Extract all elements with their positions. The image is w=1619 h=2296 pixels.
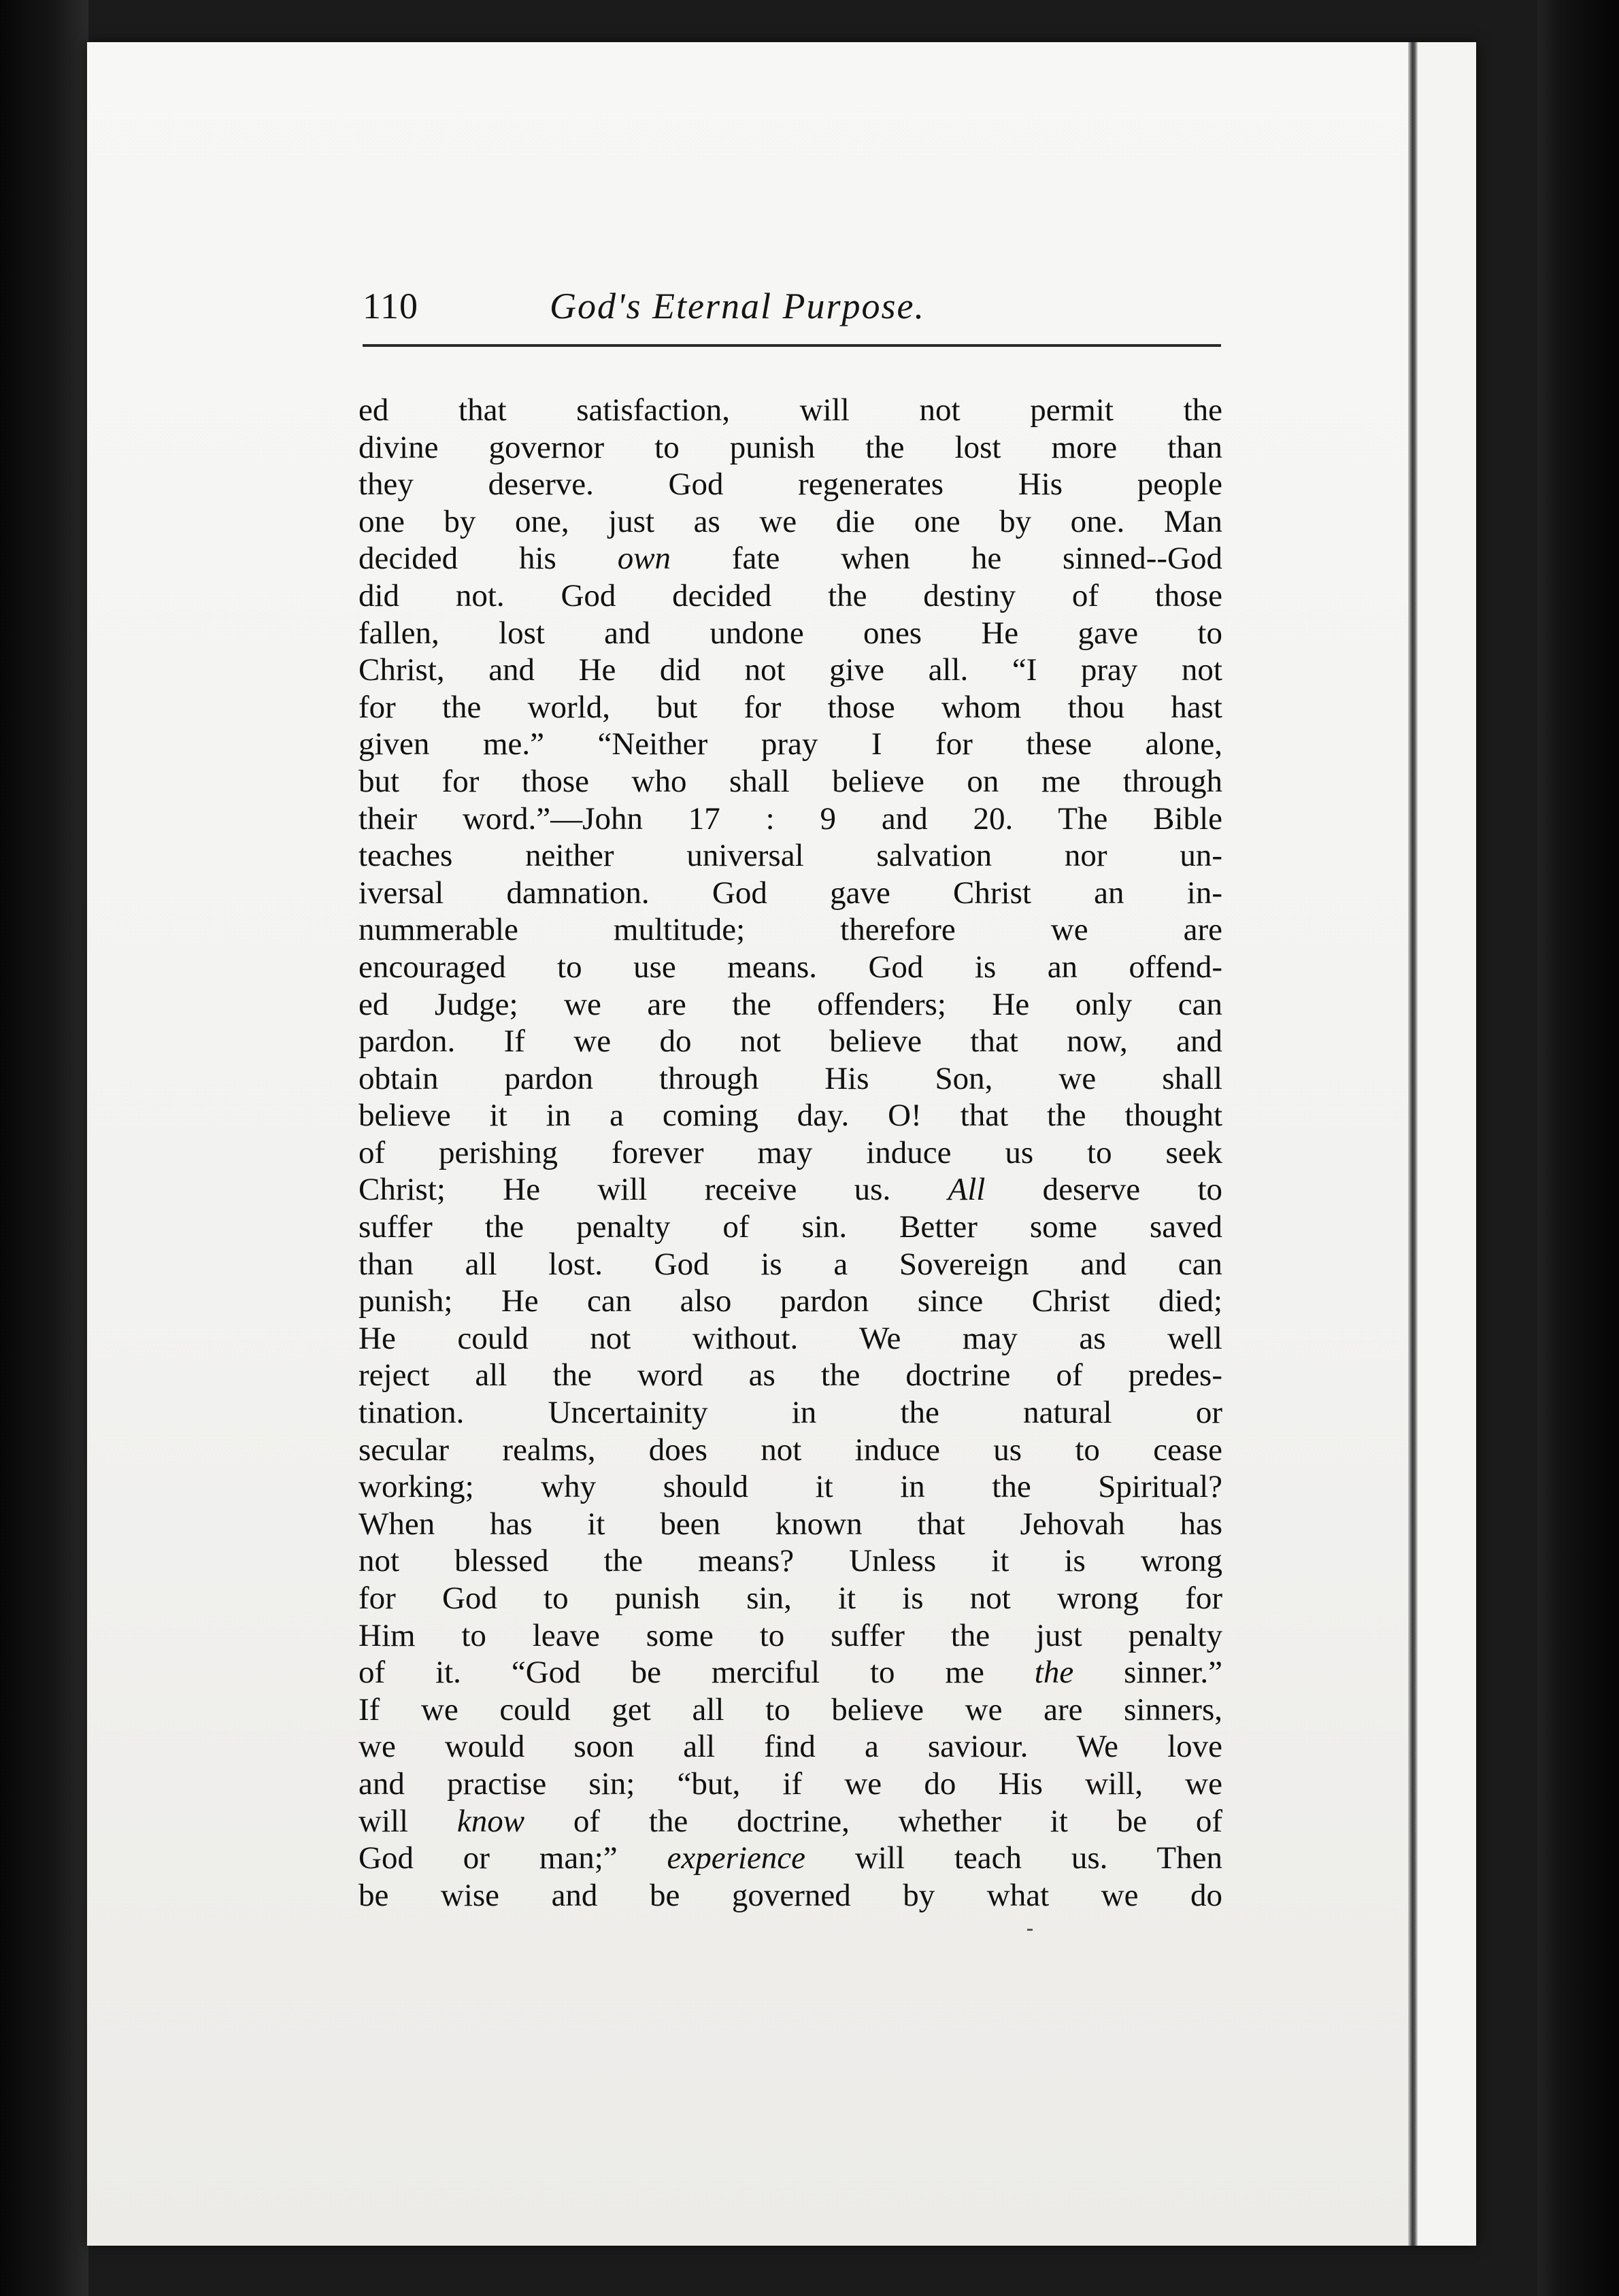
text-line: of it. “God be merciful to me the sinner.”: [358, 1655, 1222, 1691]
text-line: ed Judge; we are the offenders; He only can: [358, 986, 1222, 1022]
text-line: iversal damnation. God gave Christ an in-: [358, 875, 1222, 911]
adjacent-page-edge: [1418, 42, 1476, 2246]
text-line: decided his own fate when he sinned--God: [358, 541, 1222, 577]
text-line: God or man;” experience will teach us. Then: [358, 1840, 1222, 1876]
text-line: one by one, just as we die one by one. Man: [358, 503, 1222, 539]
running-title: God's Eternal Purpose.: [550, 286, 926, 326]
text-line: suffer the penalty of sin. Better some saved: [358, 1209, 1222, 1245]
text-line: punish; He can also pardon since Christ died;: [358, 1283, 1222, 1319]
text-line: fallen, lost and undone ones He gave to: [358, 615, 1222, 651]
text-line: nummerable multitude; therefore we are: [358, 912, 1222, 948]
text-line: tination. Uncertainity in the natural or: [358, 1395, 1222, 1431]
page-number: 110: [363, 286, 418, 326]
page-header: [363, 275, 1226, 350]
text-line: they deserve. God regenerates His people: [358, 467, 1222, 503]
text-line: their word.”—John 17 : 9 and 20. The Bible: [358, 800, 1222, 837]
text-line: obtain pardon through His Son, we shall: [358, 1060, 1222, 1096]
text-line: but for those who shall believe on me through: [358, 763, 1222, 799]
text-line: for God to punish sin, it is not wrong for: [358, 1581, 1222, 1616]
text-line: Him to leave some to suffer the just penalty: [358, 1617, 1222, 1653]
text-line: than all lost. God is a Sovereign and can: [358, 1246, 1222, 1282]
text-line: working; why should it in the Spiritual?: [358, 1469, 1222, 1505]
text-line: If we could get all to believe we are sinners,: [358, 1691, 1222, 1727]
text-line: did not. God decided the destiny of those: [358, 577, 1222, 613]
text-line: secular realms, does not induce us to cease: [358, 1432, 1222, 1468]
scan-border-right: [1537, 0, 1619, 2296]
text-line: pardon. If we do not believe that now, and: [358, 1024, 1222, 1060]
text-line: encouraged to use means. God is an offend-: [358, 949, 1222, 985]
text-line: given me.” “Neither pray I for these alone,: [358, 726, 1222, 762]
text-line: not blessed the means? Unless it is wrong: [358, 1543, 1222, 1579]
text-line: Christ, and He did not give all. “I pray not: [358, 652, 1222, 688]
page-gutter: [1408, 42, 1418, 2246]
scan-border-left: [0, 0, 88, 2296]
body-text: [358, 392, 1222, 1914]
text-line: ed that satisfaction, will not permit the: [358, 392, 1222, 428]
page-mark: [1027, 1929, 1033, 1931]
text-line: be wise and be governed by what we do: [358, 1877, 1222, 1913]
text-line: teaches neither universal salvation nor un-: [358, 838, 1222, 874]
text-line: reject all the word as the doctrine of predes-: [358, 1357, 1222, 1394]
text-line: will know of the doctrine, whether it be of: [358, 1803, 1223, 1839]
text-line: He could not without. We may as well: [358, 1320, 1222, 1356]
text-line: believe it in a coming day. O! that the thought: [358, 1098, 1222, 1134]
text-line: divine governor to punish the lost more than: [358, 429, 1222, 465]
text-line: When has it been known that Jehovah has: [358, 1506, 1222, 1542]
text-line: we would soon all find a saviour. We love: [358, 1729, 1222, 1765]
text-line: and practise sin; “but, if we do His will, we: [358, 1766, 1222, 1802]
text-line: Christ; He will receive us. All deserve to: [358, 1172, 1222, 1208]
text-line: of perishing forever may induce us to seek: [358, 1134, 1222, 1170]
header-rule: [363, 344, 1221, 347]
text-line: for the world, but for those whom thou hast: [358, 689, 1222, 725]
